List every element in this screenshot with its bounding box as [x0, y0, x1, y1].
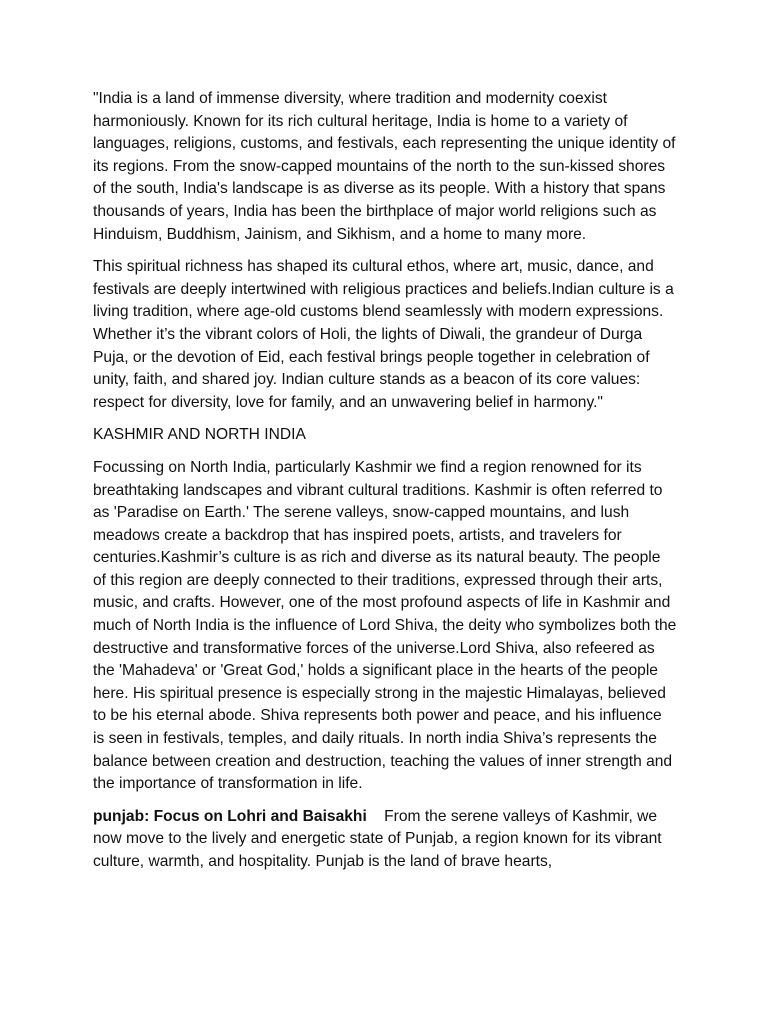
spiritual-paragraph: This spiritual richness has shaped its cultural ethos, where art, music, dance, and festivals are deeply intertwined with religious practices and beliefs.Indian culture is a living tradition, where age-old customs blend seamlessly with modern expressions. Whether it’s the vibrant colors of Holi, the lights of Diwali, the grandeur of Durga Puja, or the devotion of Eid, each festival brings people together in celebration of unity, faith, and shared joy. Indian culture stands as a beacon of its core values: respect for diversity, love for family, and an unwavering belief in harmony.": [93, 258, 674, 411]
punjab-paragraph: [93, 806, 677, 874]
punjab-heading: punjab: Focus on Lohri and Baisakhi: [93, 807, 367, 825]
document-body: [93, 88, 677, 884]
punjab-text: From the serene valleys of Kashmir, we now move to the lively and energetic state of Punjab, a region known for its vibrant culture, warmth, and hospitality. Punjab is the land of brave hearts,: [93, 807, 666, 870]
section-heading-kashmir: KASHMIR AND NORTH INDIA: [93, 426, 306, 444]
intro-paragraph: "India is a land of immense diversity, where tradition and modernity coexist harmoniously. Known for its rich cultural heritage, India is home to a variety of languages, religions, customs, and festivals, each representing the unique identity of its regions. From the snow-capped mountains of the north to the sun-kissed shores of the south, India's landscape is as diverse as its people. With a history that spans thousands of years, India has been the birthplace of major world religions such as Hinduism, Buddhism, Jainism, and Sikhism, and a home to many more.: [93, 90, 676, 243]
kashmir-paragraph: Focussing on North India, particularly Kashmir we find a region renowned for its breathtaking landscapes and vibrant cultural traditions. Kashmir is often referred to as 'Paradise on Earth.' The serene valleys, snow-capped mountains, and lush meadows create a backdrop that has inspired poets, artists, and travelers for centuries.Kashmir’s culture is as rich and diverse as its natural beauty. The people of this region are deeply connected to their traditions, expressed through their arts, music, and crafts. However, one of the most profound aspects of life in Kashmir and much of North India is the influence of Lord Shiva, the deity who symbolizes both the destructive and transformative forces of the universe.Lord Shiva, also refeered as the 'Mahadeva' or 'Great God,' holds a significant place in the hearts of the people here. His spiritual presence is especially strong in the majestic Himalayas, believed to be his eternal abode. Shiva represents both power and peace, and his influence is seen in festivals, temples, and daily rituals. In north india Shiva’s represents the balance between creation and destruction, teaching the values of inner strength and the importance of transformation in life.: [93, 458, 677, 793]
